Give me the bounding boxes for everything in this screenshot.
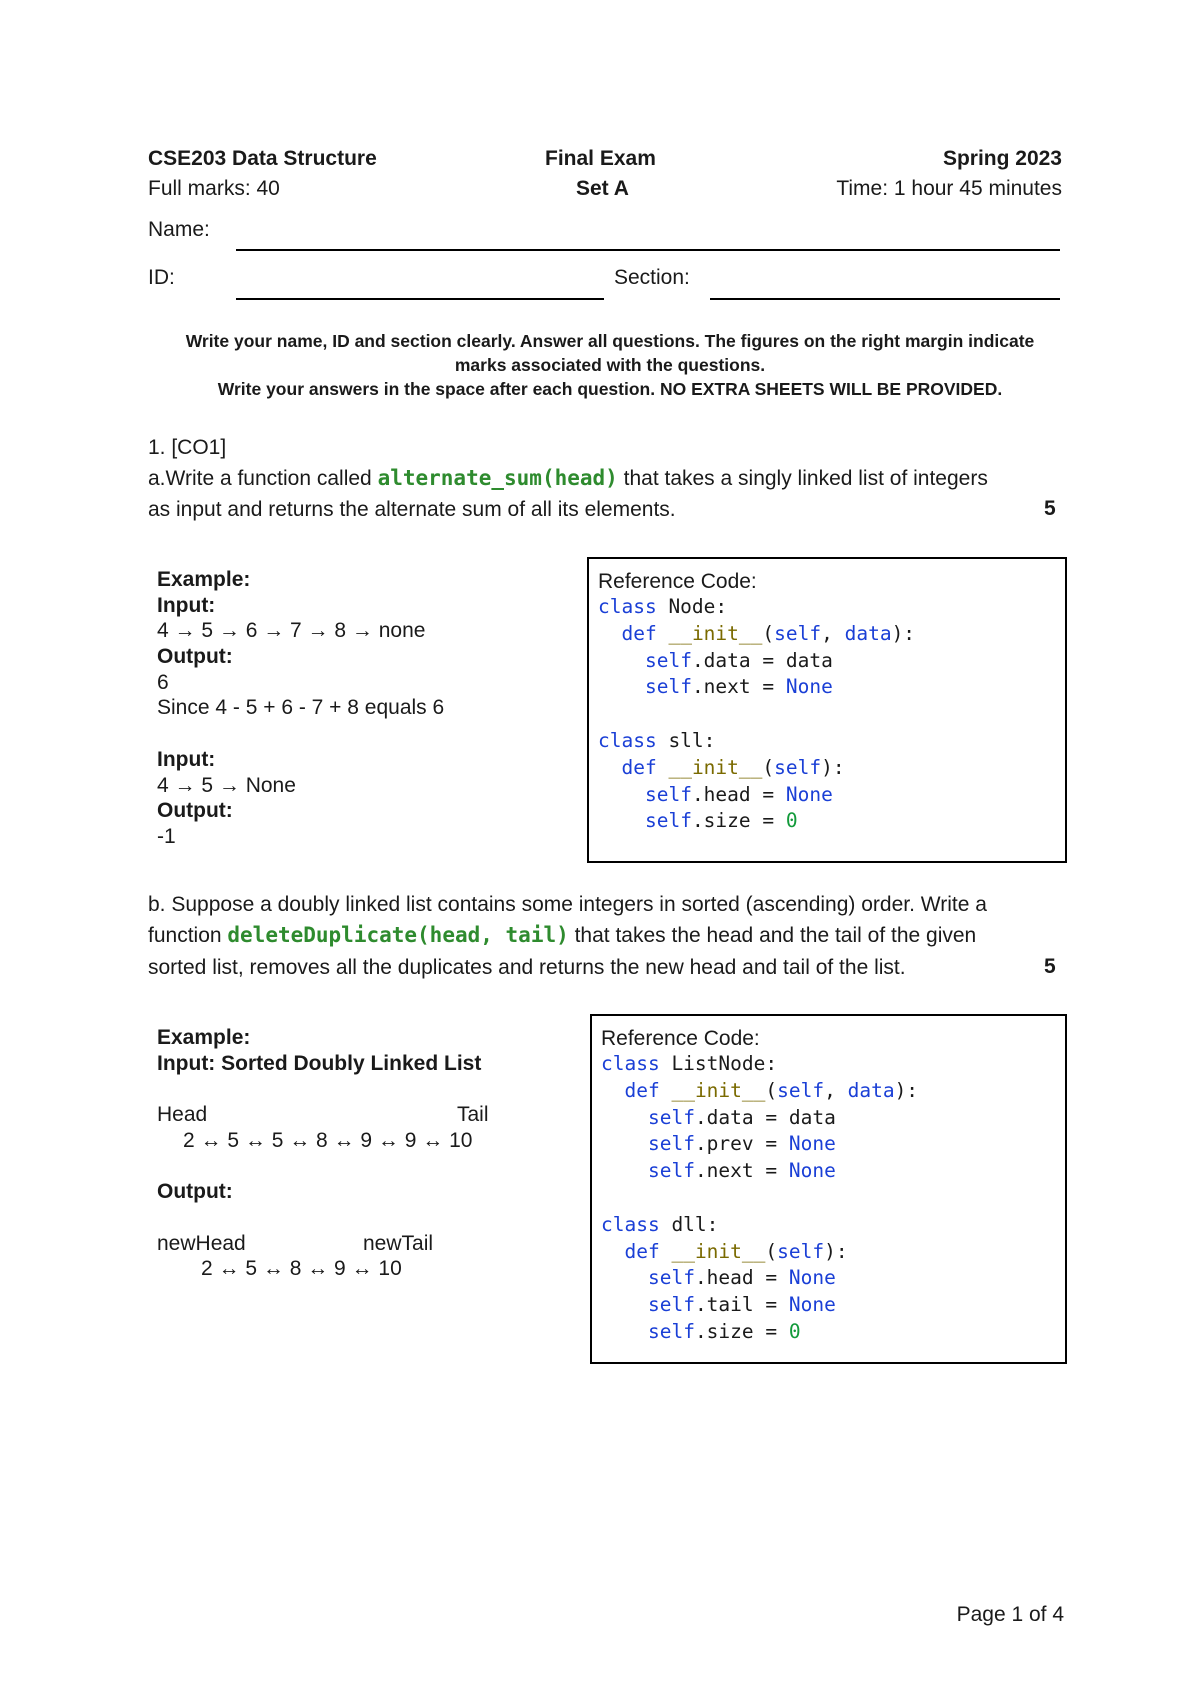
example-a-output-label-2: Output: bbox=[157, 799, 233, 823]
code-line: self.data = data bbox=[647, 1105, 836, 1129]
name-field[interactable] bbox=[236, 249, 1060, 251]
example-b-output-list: 2 ↔ 5 ↔ 8 ↔ 9 ↔ 10 bbox=[201, 1257, 402, 1281]
example-b-tail-label: Tail bbox=[457, 1103, 489, 1127]
code-line: class ListNode: bbox=[601, 1052, 778, 1075]
code-line: self.size = 0 bbox=[647, 1319, 801, 1343]
example-b-head-tail-row bbox=[157, 1102, 497, 1128]
full-marks: Full marks: 40 bbox=[148, 177, 280, 200]
reference-code-a bbox=[598, 594, 915, 835]
instructions-line-3: Write your answers in the space after each question. NO EXTRA SHEETS WILL BE PROVIDED. bbox=[217, 379, 1003, 399]
example-b bbox=[157, 1025, 497, 1282]
code-line: self.size = 0 bbox=[644, 809, 798, 833]
code-line: class Node: bbox=[598, 595, 728, 618]
example-b-head-label: Head bbox=[157, 1103, 208, 1127]
example-b-output-label: Output: bbox=[157, 1180, 233, 1204]
code-line: self.data = data bbox=[644, 648, 833, 672]
question-b-suffix: that takes the head and the tail of the given bbox=[568, 924, 977, 947]
section-field[interactable] bbox=[710, 298, 1060, 300]
function-name-alternate-sum: alternate_sum(head) bbox=[377, 466, 618, 490]
exam-title: Final Exam bbox=[545, 147, 656, 170]
example-a-explanation: Since 4 - 5 + 6 - 7 + 8 equals 6 bbox=[157, 696, 445, 720]
example-a-input-label-1: Input: bbox=[157, 593, 216, 617]
question-a-line-1 bbox=[148, 463, 988, 494]
question-a-suffix: that takes a singly linked list of integers bbox=[617, 467, 988, 490]
example-b-input-list: 2 ↔ 5 ↔ 5 ↔ 8 ↔ 9 ↔ 9 ↔ 10 bbox=[183, 1128, 473, 1152]
question-a-prefix: a.Write a function called bbox=[148, 467, 378, 490]
example-b-newhead-newtail-row bbox=[157, 1231, 497, 1257]
example-b-title: Example: bbox=[157, 1026, 251, 1049]
question-b-prefix: function bbox=[148, 924, 228, 947]
example-a-title: Example: bbox=[157, 568, 251, 591]
example-b-input-label: Input: Sorted Doubly Linked List bbox=[157, 1051, 482, 1075]
question-b-line-3: sorted list, removes all the duplicates and returns the new head and tail of the list. bbox=[148, 956, 906, 979]
code-line: self.prev = None bbox=[647, 1132, 836, 1156]
code-line: self.head = None bbox=[647, 1266, 836, 1290]
reference-code-box-a bbox=[587, 557, 1067, 863]
name-label: Name: bbox=[148, 218, 210, 241]
section-label: Section: bbox=[614, 266, 690, 289]
code-line: def __init__(self, data): bbox=[624, 1078, 919, 1102]
instructions-line-1: Write your name, ID and section clearly. Answer all questions. The figures on the right margin indicate bbox=[185, 331, 1035, 351]
example-a-output-1: 6 bbox=[157, 670, 169, 694]
code-line: def __init__(self): bbox=[621, 755, 845, 779]
example-a-output-label-1: Output: bbox=[157, 645, 233, 669]
code-line: self.next = None bbox=[647, 1159, 836, 1183]
id-label: ID: bbox=[148, 266, 175, 289]
code-line: self.tail = None bbox=[647, 1293, 836, 1317]
code-line bbox=[598, 701, 915, 728]
code-line: class sll: bbox=[598, 728, 716, 752]
exam-term: Spring 2023 bbox=[942, 147, 1062, 170]
example-a-input-1: 4 → 5 → 6 → 7 → 8 → none bbox=[157, 619, 426, 643]
example-b-newhead-label: newHead bbox=[157, 1231, 246, 1255]
code-line: class dll: bbox=[601, 1212, 719, 1236]
function-name-delete-duplicate: deleteDuplicate(head, tail) bbox=[227, 923, 569, 947]
id-field[interactable] bbox=[236, 298, 604, 300]
question-number: 1. [CO1] bbox=[148, 436, 227, 459]
code-line: def __init__(self): bbox=[624, 1239, 848, 1263]
exam-set: Set A bbox=[576, 177, 629, 200]
reference-code-label-b: Reference Code: bbox=[601, 1027, 760, 1050]
marks-a: 5 bbox=[1044, 497, 1056, 520]
question-b-line-1: b. Suppose a doubly linked list contains some integers in sorted (ascending) order. Write a bbox=[148, 893, 987, 916]
code-line: self.head = None bbox=[644, 782, 833, 806]
code-line: self.next = None bbox=[644, 675, 833, 699]
page-number: Page 1 of 4 bbox=[956, 1603, 1064, 1626]
code-line bbox=[601, 1185, 918, 1212]
marks-b: 5 bbox=[1044, 955, 1056, 978]
reference-code-label-a: Reference Code: bbox=[598, 570, 757, 593]
code-line: def __init__(self, data): bbox=[621, 621, 916, 645]
reference-code-b bbox=[601, 1051, 918, 1346]
example-a-input-label-2: Input: bbox=[157, 747, 216, 771]
example-a-input-2: 4 → 5 → None bbox=[157, 773, 296, 797]
instructions bbox=[150, 329, 1070, 401]
example-a-output-2: -1 bbox=[157, 824, 176, 848]
reference-code-box-b bbox=[590, 1014, 1067, 1364]
course-title: CSE203 Data Structure bbox=[148, 147, 377, 170]
question-b-line-2 bbox=[148, 920, 976, 951]
question-a-line-2: as input and returns the alternate sum of all its elements. bbox=[148, 498, 676, 521]
example-a bbox=[157, 567, 444, 850]
instructions-line-2: marks associated with the questions. bbox=[454, 355, 766, 375]
exam-time: Time: 1 hour 45 minutes bbox=[836, 177, 1062, 200]
example-b-newtail-label: newTail bbox=[363, 1231, 434, 1255]
